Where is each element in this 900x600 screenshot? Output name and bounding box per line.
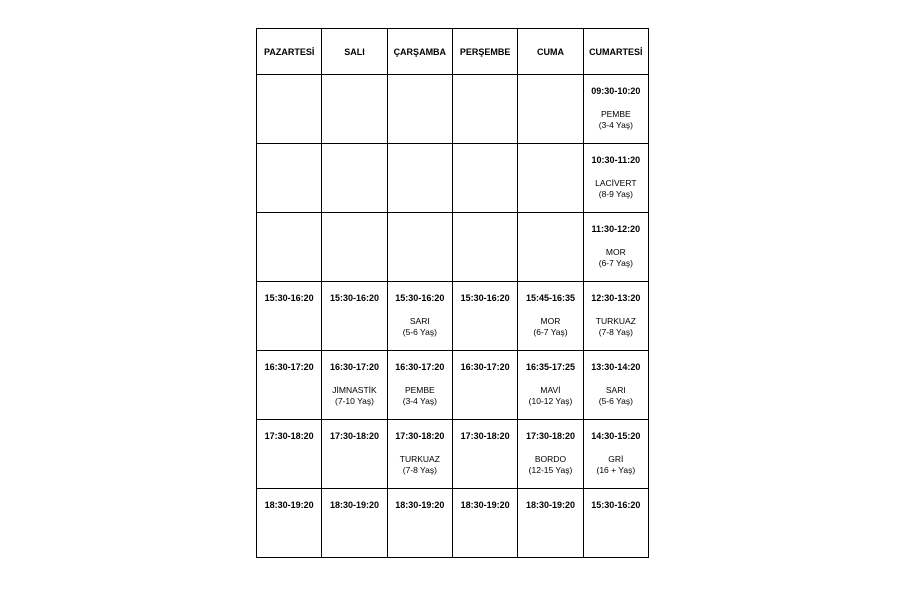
schedule-cell xyxy=(518,282,583,351)
class-info xyxy=(584,247,648,269)
schedule-cell xyxy=(257,75,322,144)
class-time: 15:30-16:20 xyxy=(395,293,445,303)
class-time: 16:30-17:20 xyxy=(460,362,510,372)
class-name: SARI xyxy=(409,316,430,326)
class-info xyxy=(388,454,452,476)
table-row xyxy=(257,75,649,144)
schedule-cell xyxy=(257,420,322,489)
age-range: (3-4 Yaş) xyxy=(598,120,633,130)
weekly-schedule-table xyxy=(256,28,649,558)
class-time: 16:30-17:20 xyxy=(329,362,380,372)
class-time: 10:30-11:20 xyxy=(591,155,641,165)
schedule-cell xyxy=(322,144,387,213)
class-time: 17:30-18:20 xyxy=(525,431,575,441)
schedule-cell xyxy=(322,420,387,489)
age-range: (8-9 Yaş) xyxy=(598,189,633,199)
class-time: 18:30-19:20 xyxy=(460,500,510,510)
class-time: 14:30-15:20 xyxy=(591,431,641,441)
schedule-cell xyxy=(583,75,648,144)
class-name: TURKUAZ xyxy=(399,454,440,464)
schedule-cell xyxy=(452,489,517,558)
schedule-cell xyxy=(518,420,583,489)
class-info xyxy=(518,316,582,338)
schedule-cell xyxy=(257,144,322,213)
schedule-cell xyxy=(583,213,648,282)
schedule-cell xyxy=(322,282,387,351)
class-time: 16:30-17:20 xyxy=(264,362,314,372)
class-info xyxy=(518,385,582,407)
table-row xyxy=(257,144,649,213)
class-time: 17:30-18:20 xyxy=(264,431,314,441)
class-time: 15:30-16:20 xyxy=(264,293,314,303)
schedule-cell xyxy=(452,213,517,282)
schedule-cell xyxy=(583,351,648,420)
day-header-row xyxy=(257,29,649,75)
schedule-cell xyxy=(257,351,322,420)
schedule-cell xyxy=(583,420,648,489)
schedule-header xyxy=(257,29,649,75)
schedule-cell xyxy=(257,213,322,282)
class-time: 15:30-16:20 xyxy=(329,293,380,303)
schedule-body xyxy=(257,75,649,558)
schedule-cell xyxy=(518,213,583,282)
schedule-cell xyxy=(583,144,648,213)
class-info xyxy=(518,454,582,476)
schedule-cell xyxy=(257,489,322,558)
age-range: (5-6 Yaş) xyxy=(598,396,633,406)
age-range: (16 + Yaş) xyxy=(596,465,636,475)
schedule-cell xyxy=(387,489,452,558)
age-range: (6-7 Yaş) xyxy=(533,327,568,337)
class-time: 15:30-16:20 xyxy=(460,293,510,303)
table-row xyxy=(257,282,649,351)
schedule-cell xyxy=(387,144,452,213)
day-header-thursday: PERŞEMBE xyxy=(452,29,517,75)
schedule-cell xyxy=(452,351,517,420)
class-name: SARI xyxy=(605,385,626,395)
class-name: LACİVERT xyxy=(595,178,637,188)
schedule-cell xyxy=(518,351,583,420)
schedule-cell xyxy=(452,420,517,489)
schedule-cell xyxy=(452,144,517,213)
class-name: TURKUAZ xyxy=(595,316,636,326)
class-time: 12:30-13:20 xyxy=(591,293,641,303)
class-name: PEMBE xyxy=(404,385,435,395)
class-time: 17:30-18:20 xyxy=(395,431,445,441)
class-info xyxy=(584,385,648,407)
class-name: MOR xyxy=(540,316,561,326)
day-header-wednesday: ÇARŞAMBA xyxy=(387,29,452,75)
schedule-cell xyxy=(583,489,648,558)
schedule-cell xyxy=(322,75,387,144)
class-time: 18:30-19:20 xyxy=(395,500,445,510)
age-range: (7-10 Yaş) xyxy=(335,396,374,406)
class-info xyxy=(388,385,452,407)
age-range: (7-8 Yaş) xyxy=(598,327,633,337)
schedule-cell xyxy=(583,282,648,351)
class-time: 18:30-19:20 xyxy=(264,500,314,510)
class-time: 11:30-12:20 xyxy=(591,224,641,234)
class-time: 18:30-19:20 xyxy=(329,500,380,510)
schedule-cell xyxy=(387,75,452,144)
class-info xyxy=(584,454,648,476)
schedule-cell xyxy=(322,489,387,558)
class-name: MAVİ xyxy=(540,385,561,395)
class-time: 09:30-10:20 xyxy=(591,86,641,96)
age-range: (6-7 Yaş) xyxy=(598,258,633,268)
age-range: (10-12 Yaş) xyxy=(528,396,573,406)
class-info xyxy=(584,109,648,131)
schedule-cell xyxy=(387,420,452,489)
age-range: (12-15 Yaş) xyxy=(528,465,573,475)
class-time: 15:30-16:20 xyxy=(591,500,641,510)
day-header-saturday: CUMARTESİ xyxy=(583,29,648,75)
class-time: 17:30-18:20 xyxy=(460,431,510,441)
class-time: 17:30-18:20 xyxy=(329,431,380,441)
class-time: 18:30-19:20 xyxy=(525,500,575,510)
class-name: MOR xyxy=(605,247,626,257)
schedule-cell xyxy=(452,282,517,351)
schedule-cell xyxy=(322,213,387,282)
schedule-cell xyxy=(387,282,452,351)
class-name: GRİ xyxy=(608,454,624,464)
class-time: 15:45-16:35 xyxy=(525,293,575,303)
day-header-friday: CUMA xyxy=(518,29,583,75)
schedule-cell xyxy=(518,489,583,558)
schedule-cell xyxy=(387,213,452,282)
class-info xyxy=(584,316,648,338)
table-row xyxy=(257,420,649,489)
class-name: JİMNASTİK xyxy=(332,385,377,395)
class-info xyxy=(388,316,452,338)
table-row xyxy=(257,351,649,420)
age-range: (7-8 Yaş) xyxy=(402,465,437,475)
age-range: (5-6 Yaş) xyxy=(402,327,437,337)
class-name: PEMBE xyxy=(600,109,631,119)
class-info xyxy=(322,385,386,407)
schedule-cell xyxy=(387,351,452,420)
class-info xyxy=(584,178,648,200)
class-time: 13:30-14:20 xyxy=(591,362,641,372)
schedule-cell xyxy=(518,75,583,144)
table-row xyxy=(257,213,649,282)
table-row xyxy=(257,489,649,558)
age-range: (3-4 Yaş) xyxy=(402,396,437,406)
schedule-cell xyxy=(518,144,583,213)
class-name: BORDO xyxy=(534,454,567,464)
day-header-tuesday: SALI xyxy=(322,29,387,75)
schedule-cell xyxy=(322,351,387,420)
schedule-cell xyxy=(452,75,517,144)
day-header-monday: PAZARTESİ xyxy=(257,29,322,75)
class-time: 16:30-17:20 xyxy=(395,362,445,372)
class-time: 16:35-17:25 xyxy=(525,362,575,372)
schedule-cell xyxy=(257,282,322,351)
